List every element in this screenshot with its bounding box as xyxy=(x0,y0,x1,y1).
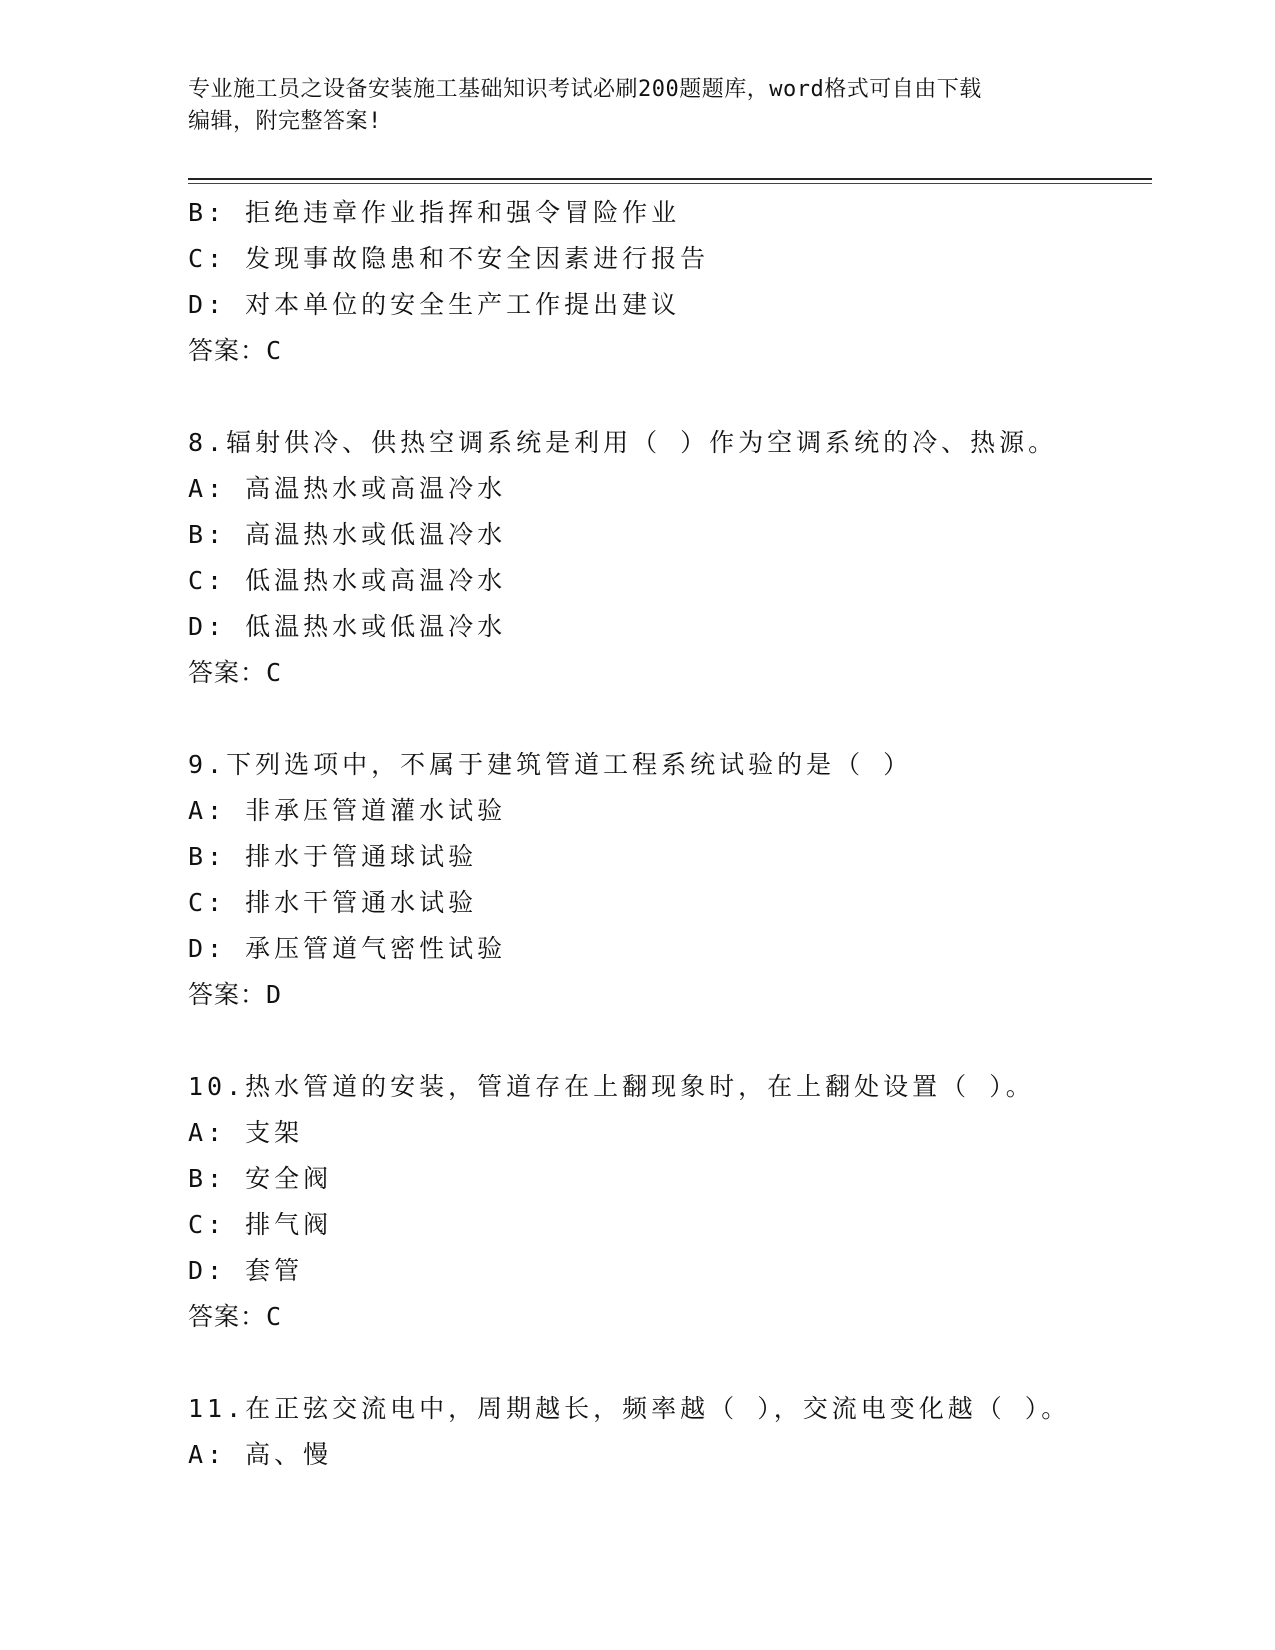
spacer xyxy=(188,696,1152,742)
spacer xyxy=(188,1018,1152,1064)
answer-line xyxy=(188,328,1152,374)
answer-value: C xyxy=(266,658,283,687)
option-d: D: 对本单位的安全生产工作提出建议 xyxy=(188,290,681,319)
question-7-continued xyxy=(188,190,1152,374)
answer-line xyxy=(188,972,1152,1018)
question-stem: 8.辐射供冷、供热空调系统是利用（ ）作为空调系统的冷、热源。 xyxy=(188,428,1058,457)
question-list xyxy=(188,190,1152,1478)
option-c: C: 排水干管通水试验 xyxy=(188,888,478,917)
option-d: D: 低温热水或低温冷水 xyxy=(188,612,507,641)
option-a: A: 高、慢 xyxy=(188,1440,333,1469)
option-c: C: 低温热水或高温冷水 xyxy=(188,566,507,595)
option-d: D: 套管 xyxy=(188,1256,304,1285)
option-b: B: 安全阀 xyxy=(188,1164,333,1193)
answer-line xyxy=(188,650,1152,696)
option-a: A: 高温热水或高温冷水 xyxy=(188,474,507,503)
answer-label: 答案： xyxy=(188,658,267,687)
question-stem: 11.在正弦交流电中，周期越长，频率越（ ），交流电变化越（ ）。 xyxy=(188,1394,1071,1423)
option-b: B: 排水于管通球试验 xyxy=(188,842,478,871)
answer-line xyxy=(188,1294,1152,1340)
header-line-2: 编辑，附完整答案! xyxy=(188,109,382,134)
question-10 xyxy=(188,1064,1152,1340)
spacer xyxy=(188,1340,1152,1386)
option-c: C: 排气阀 xyxy=(188,1210,333,1239)
option-b: B: 拒绝违章作业指挥和强令冒险作业 xyxy=(188,198,681,227)
option-c: C: 发现事故隐患和不安全因素进行报告 xyxy=(188,244,710,273)
question-stem: 9.下列选项中，不属于建筑管道工程系统试验的是（ ） xyxy=(188,750,913,779)
header-divider-thin xyxy=(188,183,1152,184)
answer-label: 答案： xyxy=(188,980,267,1009)
spacer xyxy=(188,374,1152,420)
option-b: B: 高温热水或低温冷水 xyxy=(188,520,507,549)
header-line-1: 专业施工员之设备安装施工基础知识考试必刷200题题库，word格式可自由下载 xyxy=(188,77,982,102)
answer-value: C xyxy=(266,336,283,365)
answer-value: D xyxy=(266,980,283,1009)
header-divider-thick xyxy=(188,178,1152,180)
answer-label: 答案： xyxy=(188,1302,267,1331)
question-9 xyxy=(188,742,1152,1018)
option-d: D: 承压管道气密性试验 xyxy=(188,934,507,963)
option-a: A: 支架 xyxy=(188,1118,304,1147)
answer-label: 答案： xyxy=(188,336,267,365)
question-11 xyxy=(188,1386,1152,1478)
question-8 xyxy=(188,420,1152,696)
option-a: A: 非承压管道灌水试验 xyxy=(188,796,507,825)
question-stem: 10.热水管道的安装，管道存在上翻现象时，在上翻处设置（ ）。 xyxy=(188,1072,1035,1101)
document-header xyxy=(188,74,1088,138)
answer-value: C xyxy=(266,1302,283,1331)
